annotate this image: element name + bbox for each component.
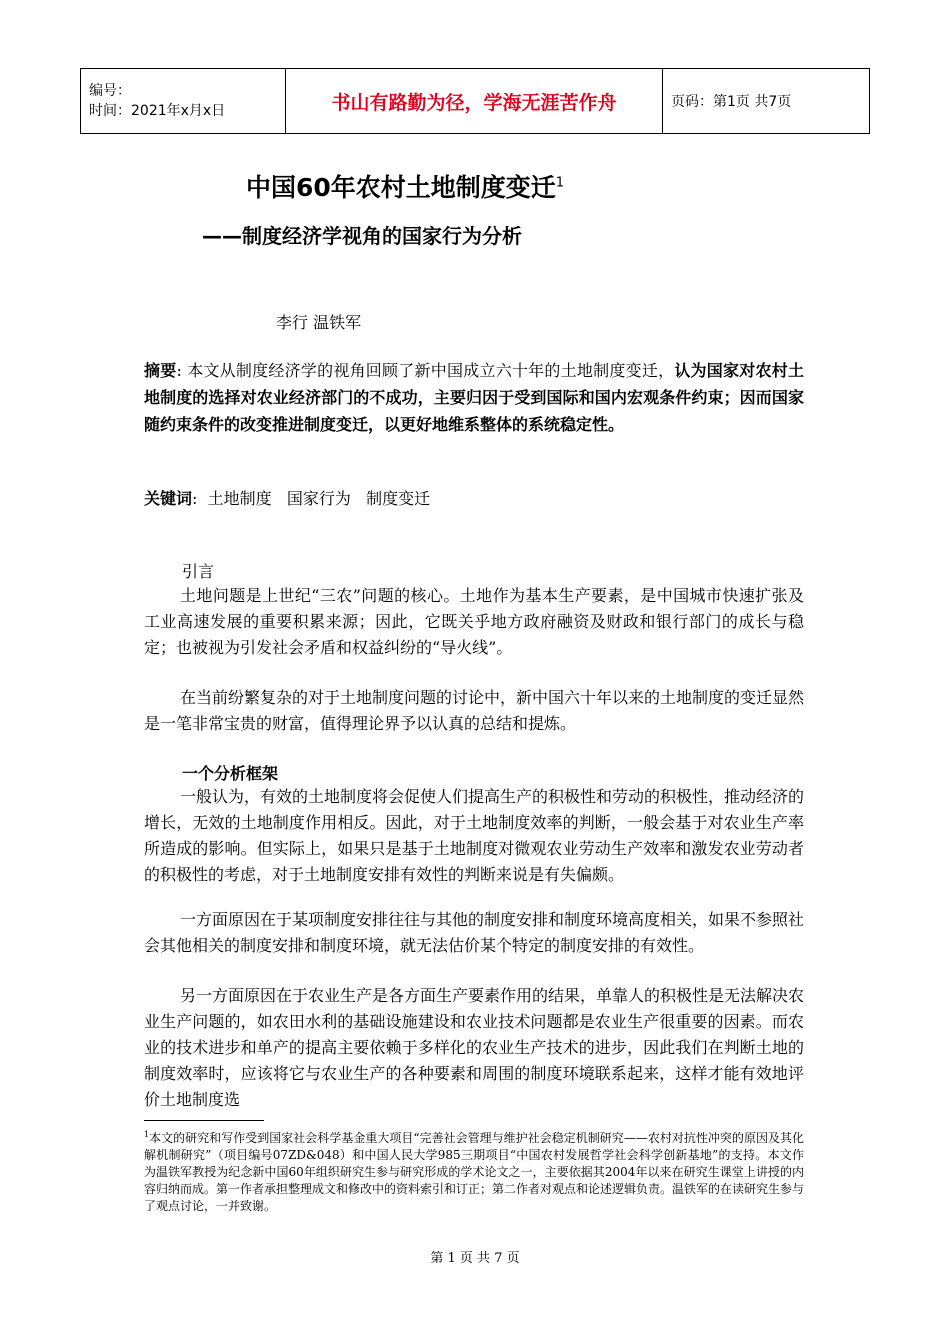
serial-label: 编号： — [89, 83, 131, 99]
abstract — [144, 357, 804, 438]
header-table — [80, 68, 870, 134]
footnote-divider — [144, 1120, 264, 1121]
footnote — [144, 1126, 804, 1215]
paragraph: 另一方面原因在于农业生产是各方面生产要素作用的结果，单靠人的积极性是无法解决农业生产问题的，如农田水利的基础设施建设和农业技术问题都是农业生产很重要的因素。而农业的技术进步和单产的提高主要依赖于多样化的农业生产技术的进步，因此我们在判断土地的制度效率时，应该将它与农业生产的各种要素和周围的制度环境联系起来，这样才能有效地评价土地制度选 — [144, 986, 805, 1109]
keywords-label: 关键词 — [144, 489, 193, 508]
title-footnote-mark: 1 — [555, 175, 565, 191]
section-heading-intro: 引言 — [182, 562, 215, 581]
abstract-label: 摘要 — [144, 361, 177, 380]
page-footer: 第 1 页 共 7 页 — [430, 1251, 520, 1266]
abstract-bold-text: 认为国家对农村土地制度的选择对农业经济部门的不成功，主要归因于受到国际和国内宏观条件约束；因而国家随约束条件的改变推进制度变迁，以更好地维系整体的系统稳定性。 — [144, 361, 804, 434]
paragraph: 土地问题是上世纪“三农”问题的核心。土地作为基本生产要素，是中国城市快速扩张及工业高速发展的重要积累来源；因此，它既关乎地方政府融资及财政和银行部门的成长与稳定；也被视为引发社会矛盾和权益纠纷的“导火线”。 — [144, 586, 804, 657]
time-label: 时间：2021年x月x日 — [89, 103, 226, 119]
keywords-text: : 土地制度 国家行为 制度变迁 — [192, 489, 431, 508]
header-motto: 书山有路勤为径，学海无涯苦作舟 — [286, 69, 663, 134]
authors: 李行 温铁军 — [276, 313, 362, 332]
document-subtitle: ——制度经济学视角的国家行为分析 — [202, 224, 522, 248]
footnote-mark: 1 — [144, 1130, 150, 1139]
document-title — [246, 168, 564, 204]
title-text: 中国60年农村土地制度变迁 — [246, 173, 556, 202]
header-left-cell — [81, 69, 286, 134]
paragraph: 一方面原因在于某项制度安排往往与其他的制度安排和制度环境高度相关，如果不参照社会其他相关的制度安排和制度环境，就无法估价某个特定的制度安排的有效性。 — [144, 910, 805, 955]
paragraph: 一般认为，有效的土地制度将会促使人们提高生产的积极性和劳动的积极性，推动经济的增长，无效的土地制度作用相反。因此，对于土地制度效率的判断，一般会基于对农业生产率所造成的影响。但实际上，如果只是基于土地制度对微观农业劳动生产效率和激发农业劳动者的积极性的考虑，对于土地制度安排有效性的判断来说是有失偏颇。 — [144, 787, 805, 884]
keywords — [144, 486, 430, 509]
paragraph: 在当前纷繁复杂的对于土地制度问题的讨论中，新中国六十年以来的土地制度的变迁显然是一笔非常宝贵的财富，值得理论界予以认真的总结和提炼。 — [144, 688, 805, 733]
abstract-normal-text: : 本文从制度经济学的视角回顾了新中国成立六十年的土地制度变迁， — [176, 361, 675, 380]
section-heading-framework: 一个分析框架 — [182, 764, 279, 783]
header-page-info: 页码：第1页 共7页 — [663, 69, 870, 134]
footnote-text: 本文的研究和写作受到国家社会科学基金重大项目“完善社会管理与维护社会稳定机制研究——农村对抗性冲突的原因及其化解机制研究”（项目编号07ZD&048）和中国人民大学985三期项目“中国农村发展哲学社会科学创新基地”的支持。本文作为温铁军教授为纪念新中国60年组织研究生参与研究形成的学术论文之一，主要依据其2004年以来在研究生课堂上讲授的内容归纳而成。第一作者承担整理成文和修改中的资料索引和订正；第二作者对观点和论述逻辑负责。温铁军的在读研究生参与了观点讨论，一并致谢。 — [144, 1131, 805, 1213]
